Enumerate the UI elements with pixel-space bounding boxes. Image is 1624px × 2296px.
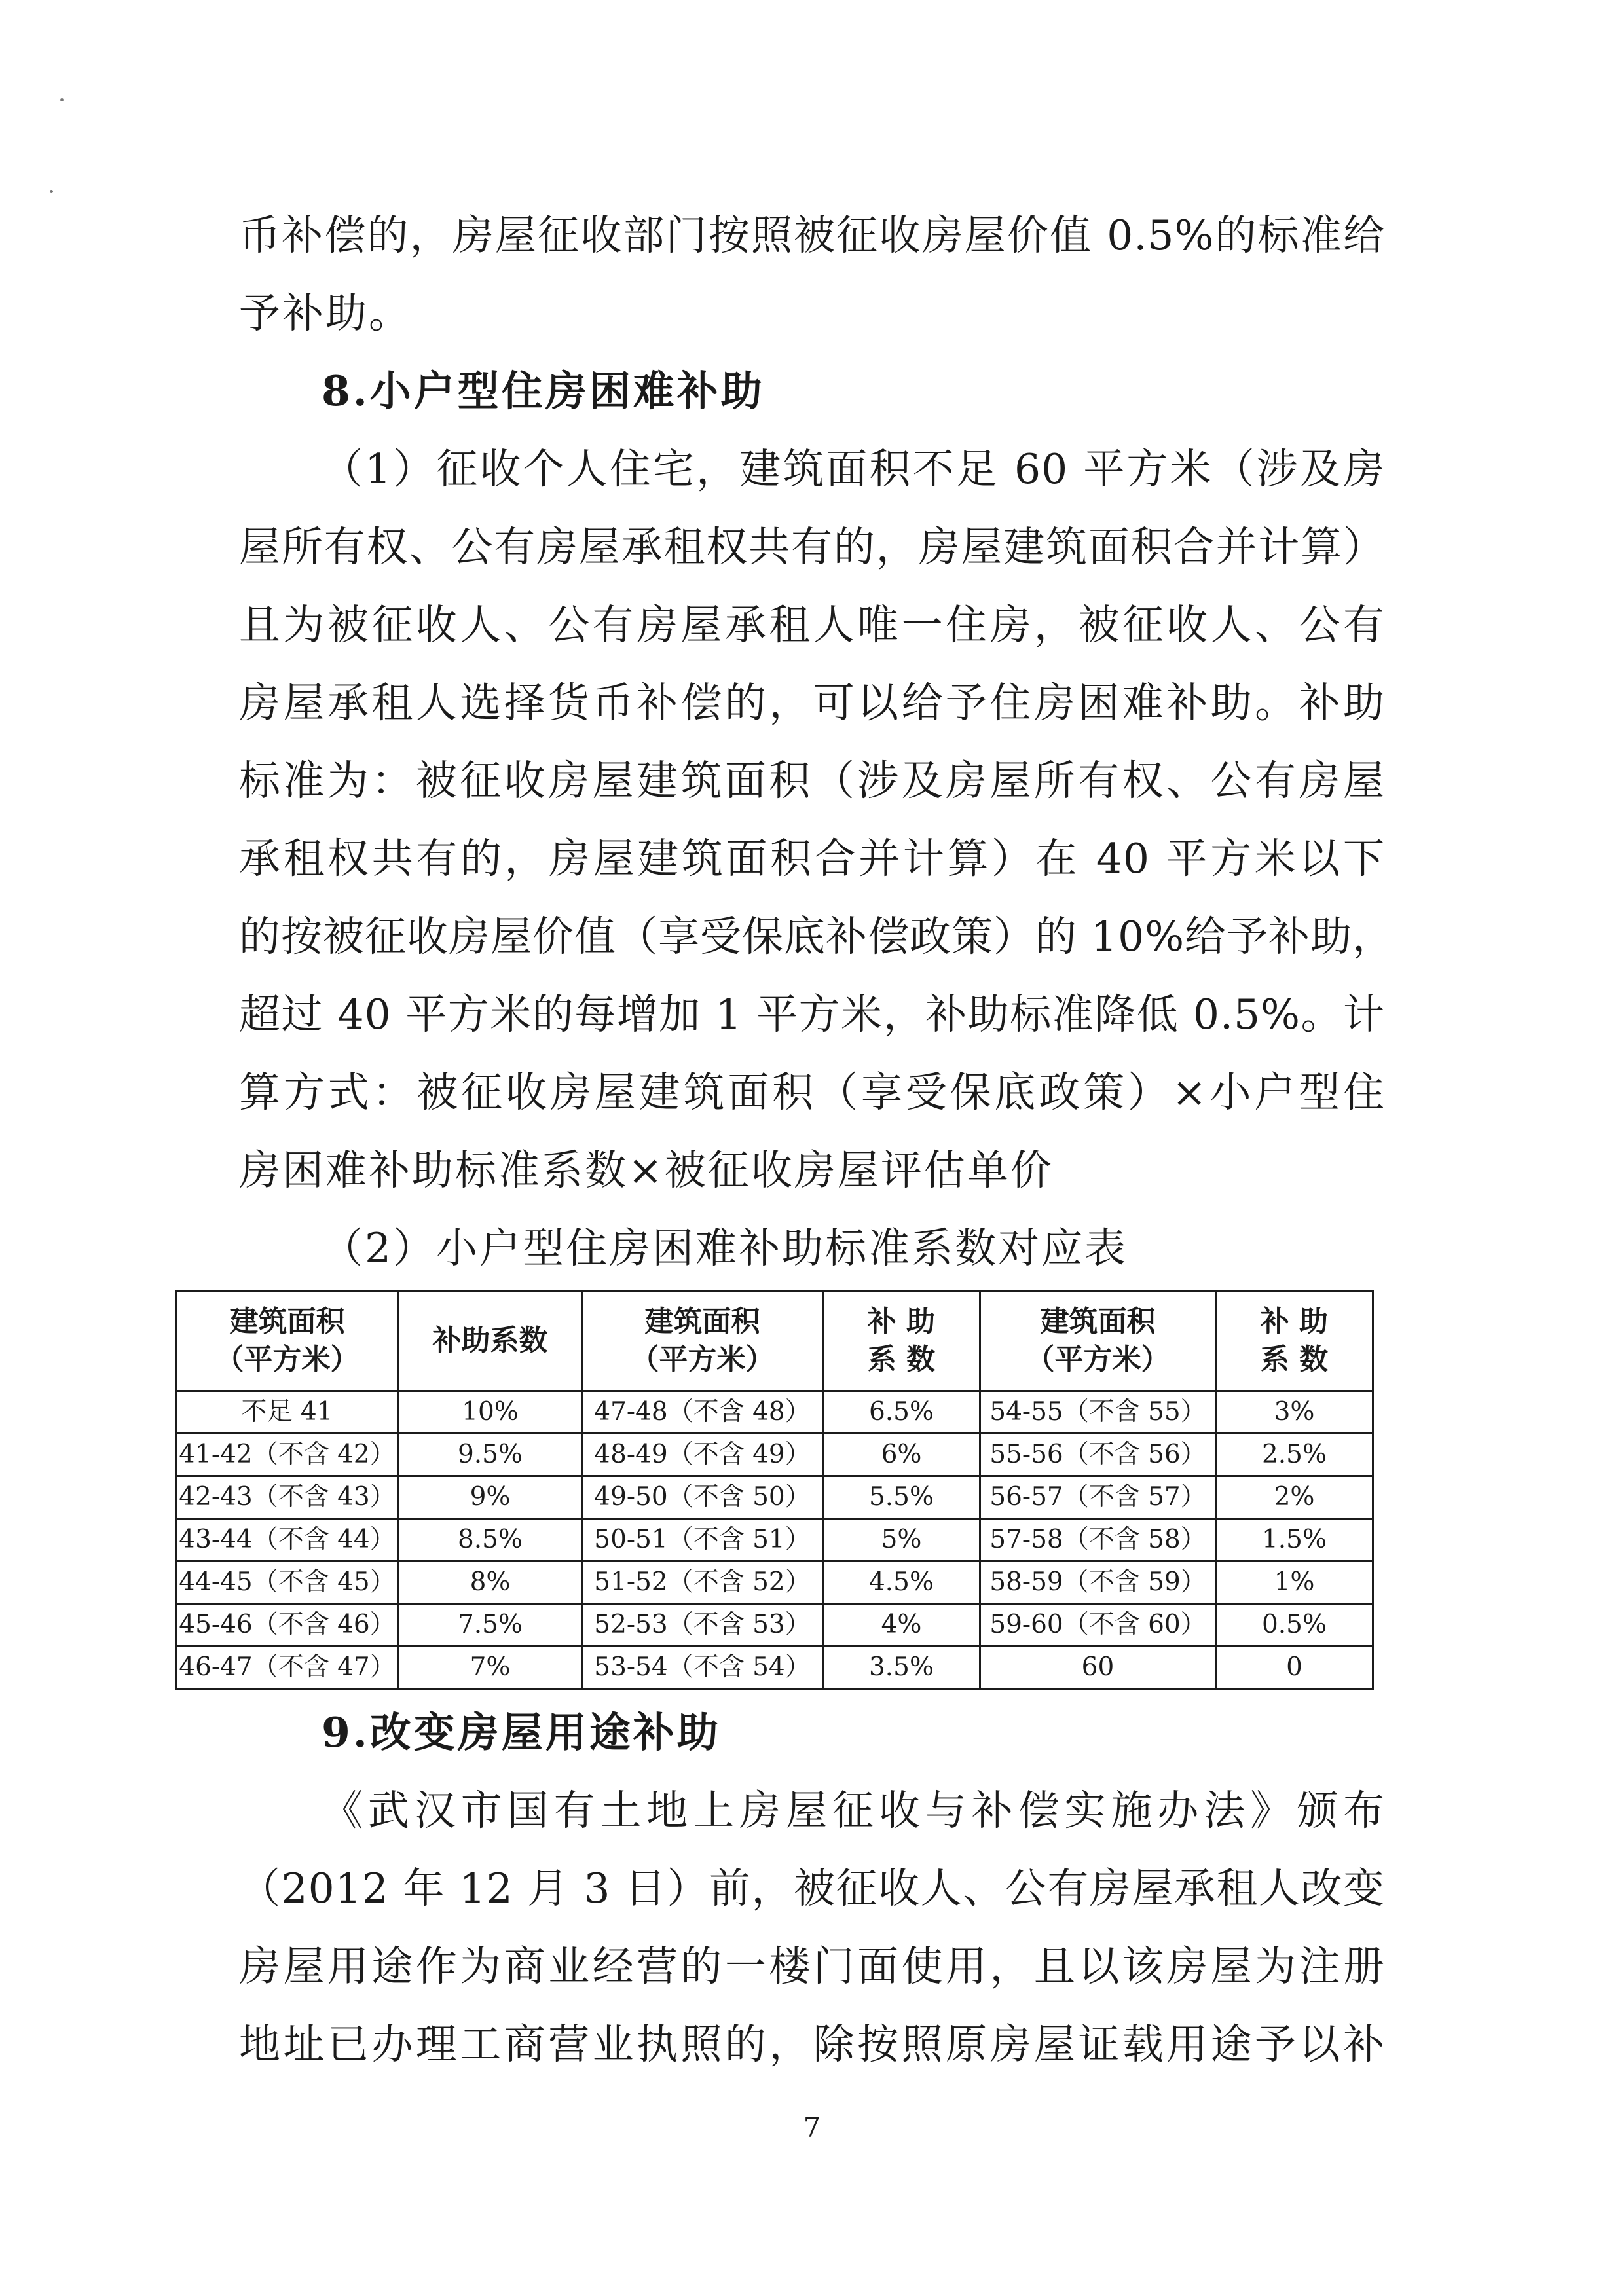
table-cell: 47-48（不含 48） <box>582 1391 823 1434</box>
table-cell: 51-52（不含 52） <box>582 1561 823 1604</box>
table-cell: 50-51（不含 51） <box>582 1519 823 1561</box>
body-line: （1）征收个人住宅，建筑面积不足 60 平方米（涉及房 <box>322 445 1385 493</box>
table-cell: 53-54（不含 54） <box>582 1647 823 1689</box>
table-cell: 46-47（不含 47） <box>176 1647 399 1689</box>
table-cell: 48-49（不含 49） <box>582 1434 823 1476</box>
header-coef-3: 补 助 系 数 <box>1216 1291 1373 1391</box>
table-row <box>176 1434 1373 1476</box>
table-cell: 41-42（不含 42） <box>176 1434 399 1476</box>
scan-speck <box>50 190 53 193</box>
table-cell: 7.5% <box>399 1604 582 1647</box>
table-row <box>176 1391 1373 1434</box>
body-line: 标准为：被征收房屋建筑面积（涉及房屋所有权、公有房屋 <box>239 757 1385 805</box>
table-cell: 54-55（不含 55） <box>980 1391 1216 1434</box>
table-cell: 45-46（不含 46） <box>176 1604 399 1647</box>
table-cell: 0.5% <box>1216 1604 1373 1647</box>
body-line: 屋所有权、公有房屋承租权共有的，房屋建筑面积合并计算） <box>239 523 1385 571</box>
table-cell: 3% <box>1216 1391 1373 1434</box>
table-cell: 52-53（不含 53） <box>582 1604 823 1647</box>
table-header-row <box>176 1291 1373 1391</box>
body-line: 房屋用途作为商业经营的一楼门面使用，且以该房屋为注册 <box>239 1942 1385 1990</box>
table-cell: 8% <box>399 1561 582 1604</box>
coefficient-table <box>175 1290 1374 1690</box>
body-line: 币补偿的，房屋征收部门按照被征收房屋价值 0.5%的标准给 <box>239 211 1385 259</box>
table-cell: 2% <box>1216 1476 1373 1519</box>
table-cell: 9% <box>399 1476 582 1519</box>
body-line: （2012 年 12 月 3 日）前，被征收人、公有房屋承租人改变 <box>239 1865 1385 1912</box>
header-coef-1: 补助系数 <box>399 1291 582 1391</box>
table-caption: （2）小户型住房困难补助标准系数对应表 <box>322 1224 1128 1272</box>
table-cell: 6% <box>823 1434 980 1476</box>
body-line: 地址已办理工商营业执照的，除按照原房屋证载用途予以补 <box>239 2020 1385 2068</box>
table-cell: 0 <box>1216 1647 1373 1689</box>
header-area-2: 建筑面积 （平方米） <box>582 1291 823 1391</box>
section-heading: 8.小户型住房困难补助 <box>322 367 765 415</box>
table-cell: 10% <box>399 1391 582 1434</box>
table-cell: 不足 41 <box>176 1391 399 1434</box>
table-cell: 49-50（不含 50） <box>582 1476 823 1519</box>
page-content <box>179 196 1395 2083</box>
table-row <box>176 1519 1373 1561</box>
table-cell: 7% <box>399 1647 582 1689</box>
header-area-1: 建筑面积 （平方米） <box>176 1291 399 1391</box>
body-line: 房困难补助标准系数×被征收房屋评估单价 <box>239 1146 1054 1194</box>
table-cell: 1.5% <box>1216 1519 1373 1561</box>
table-cell: 2.5% <box>1216 1434 1373 1476</box>
table-cell: 5.5% <box>823 1476 980 1519</box>
table-cell: 59-60（不含 60） <box>980 1604 1216 1647</box>
table-cell: 6.5% <box>823 1391 980 1434</box>
body-line: 予补助。 <box>239 289 412 337</box>
header-coef-2: 补 助 系 数 <box>823 1291 980 1391</box>
table-cell: 56-57（不含 57） <box>980 1476 1216 1519</box>
body-line: 算方式：被征收房屋建筑面积（享受保底政策）×小户型住 <box>239 1068 1385 1116</box>
table-cell: 1% <box>1216 1561 1373 1604</box>
scan-speck <box>60 98 64 101</box>
body-line: 承租权共有的，房屋建筑面积合并计算）在 40 平方米以下 <box>239 835 1385 883</box>
body-line: 超过 40 平方米的每增加 1 平方米，补助标准降低 0.5%。计 <box>239 991 1385 1038</box>
table-cell: 55-56（不含 56） <box>980 1434 1216 1476</box>
body-line: 《武汉市国有土地上房屋征收与补偿实施办法》颁布 <box>322 1787 1385 1834</box>
header-area-3: 建筑面积 （平方米） <box>980 1291 1216 1391</box>
table-row <box>176 1647 1373 1689</box>
table-cell: 5% <box>823 1519 980 1561</box>
body-line: 的按被征收房屋价值（享受保底补偿政策）的 10%给予补助， <box>239 913 1395 960</box>
table-cell: 58-59（不含 59） <box>980 1561 1216 1604</box>
table-row <box>176 1561 1373 1604</box>
table-cell: 4.5% <box>823 1561 980 1604</box>
body-line: 且为被征收人、公有房屋承租人唯一住房，被征收人、公有 <box>239 601 1385 649</box>
table-cell: 60 <box>980 1647 1216 1689</box>
page-number: 7 <box>803 2111 821 2143</box>
table-cell: 9.5% <box>399 1434 582 1476</box>
table-cell: 42-43（不含 43） <box>176 1476 399 1519</box>
table-cell: 57-58（不含 58） <box>980 1519 1216 1561</box>
table-cell: 4% <box>823 1604 980 1647</box>
table-cell: 44-45（不含 45） <box>176 1561 399 1604</box>
table-cell: 8.5% <box>399 1519 582 1561</box>
table-row <box>176 1604 1373 1647</box>
table-cell: 43-44（不含 44） <box>176 1519 399 1561</box>
body-line: 房屋承租人选择货币补偿的，可以给予住房困难补助。补助 <box>239 679 1385 727</box>
coefficient-table-wrapper <box>179 1290 1385 1690</box>
table-cell: 3.5% <box>823 1647 980 1689</box>
section-heading: 9.改变房屋用途补助 <box>322 1708 721 1757</box>
table-row <box>176 1476 1373 1519</box>
